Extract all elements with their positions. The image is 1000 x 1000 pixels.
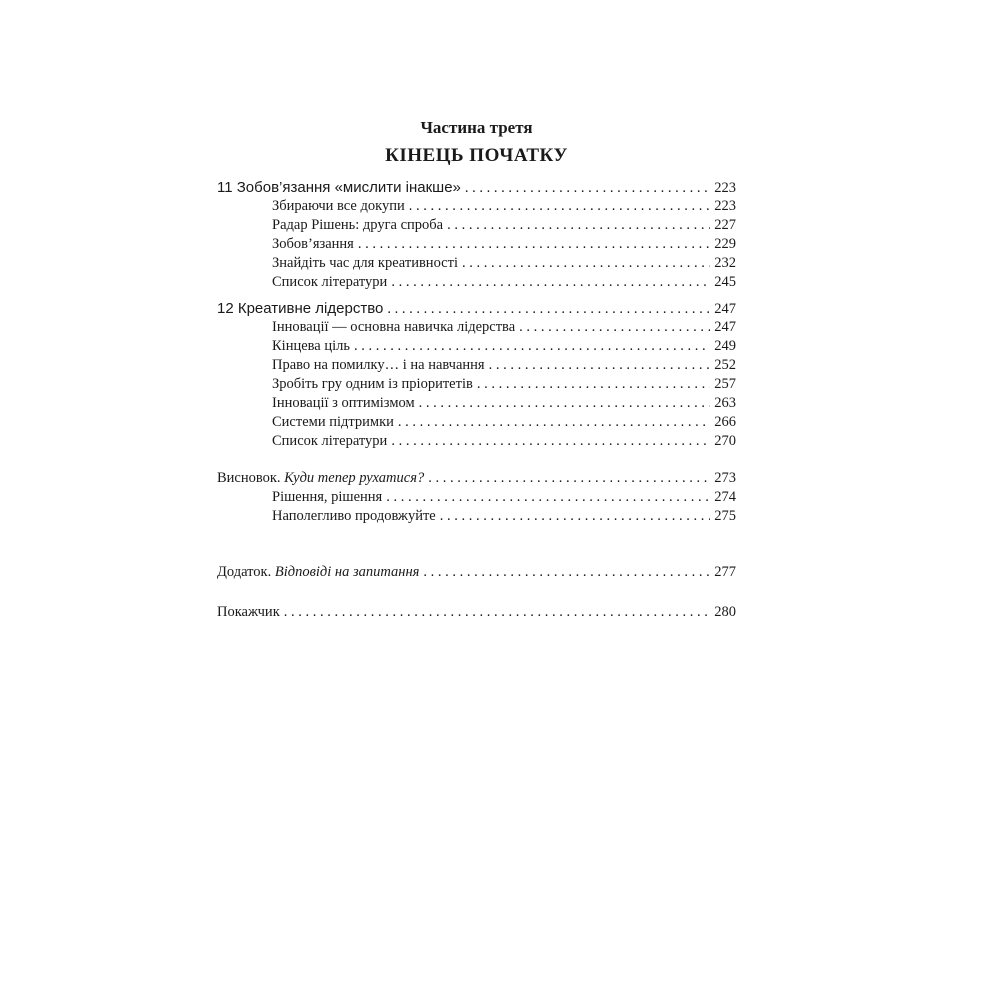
leader-dots <box>489 356 711 375</box>
page-number: 232 <box>714 255 736 271</box>
leader-dots <box>462 254 710 273</box>
toc-entry-chapter-11[interactable] <box>217 178 736 198</box>
page-number: 266 <box>714 414 736 430</box>
leader-dots <box>447 216 710 235</box>
section-title: Список літератури <box>272 433 388 449</box>
section-title: Збираючи все докупи <box>272 198 405 214</box>
toc-entry-section[interactable] <box>272 507 736 526</box>
leader-dots <box>465 179 710 198</box>
leader-dots <box>440 507 711 526</box>
section-title: Інновації — основна навичка лідерства <box>272 319 516 335</box>
section-title: Список літератури <box>272 274 388 290</box>
toc-entry-index[interactable] <box>217 603 736 622</box>
page-number: 280 <box>714 604 736 620</box>
leader-dots <box>391 432 710 451</box>
entry-title: Покажчик <box>217 604 280 620</box>
section-title: Системи підтримки <box>272 414 394 430</box>
leader-dots <box>423 563 710 582</box>
toc-entry-section[interactable] <box>272 337 736 356</box>
page-number: 252 <box>714 357 736 373</box>
toc-entry-section[interactable] <box>272 235 736 254</box>
page-number: 223 <box>714 198 736 214</box>
page-number: 257 <box>714 376 736 392</box>
toc-entry-conclusion[interactable] <box>217 469 736 488</box>
leader-dots <box>387 300 710 319</box>
entry-title <box>217 469 424 488</box>
leader-dots <box>409 197 711 216</box>
leader-dots <box>391 273 710 292</box>
entry-prefix: Додаток. <box>217 564 272 580</box>
page-number: 275 <box>714 508 736 524</box>
chapter-title: 12 Креативне лідерство <box>217 300 384 317</box>
page-number: 277 <box>714 564 736 580</box>
entry-title <box>217 563 419 582</box>
leader-dots <box>519 318 710 337</box>
entry-italic-title: Відповіді на запитання <box>274 564 420 580</box>
toc-entry-section[interactable] <box>272 356 736 375</box>
leader-dots <box>428 469 710 488</box>
toc-entry-section[interactable] <box>272 375 736 394</box>
toc-entry-appendix[interactable] <box>217 563 736 582</box>
leader-dots <box>398 413 710 432</box>
page-number: 247 <box>714 319 736 335</box>
leader-dots <box>386 488 710 507</box>
toc-entry-section[interactable] <box>272 394 736 413</box>
toc-entry-section[interactable] <box>272 197 736 216</box>
section-title: Зробіть гру одним із пріоритетів <box>272 376 473 392</box>
page-number: 247 <box>714 301 736 317</box>
toc-entry-section[interactable] <box>272 413 736 432</box>
section-title: Знайдіть час для креативності <box>272 255 458 271</box>
part-label: Частина третя <box>420 118 533 137</box>
leader-dots <box>284 603 711 622</box>
toc-entry-section[interactable] <box>272 273 736 292</box>
toc-entry-section[interactable] <box>272 254 736 273</box>
page-number: 249 <box>714 338 736 354</box>
page-number: 274 <box>714 489 736 505</box>
entry-italic-title: Куди тепер рухатися? <box>284 470 425 486</box>
section-title: Інновації з оптимізмом <box>272 395 415 411</box>
page-number: 270 <box>714 433 736 449</box>
page-number: 223 <box>714 180 736 196</box>
entry-prefix: Висновок. <box>217 470 281 486</box>
page-number: 245 <box>714 274 736 290</box>
page-number: 227 <box>714 217 736 233</box>
toc-entry-chapter-12[interactable] <box>217 299 736 319</box>
leader-dots <box>477 375 710 394</box>
section-title: Право на помилку… і на навчання <box>272 357 485 373</box>
leader-dots <box>419 394 711 413</box>
chapter-title: 11 Зобов’язання «мислити інакше» <box>217 179 461 196</box>
toc-entry-section[interactable] <box>272 318 736 337</box>
page-number: 273 <box>714 470 736 486</box>
section-title: Кінцева ціль <box>272 338 351 354</box>
part-title: КІНЕЦЬ ПОЧАТКУ <box>385 145 568 166</box>
section-title: Наполегливо продовжуйте <box>272 508 436 524</box>
section-title: Рішення, рішення <box>272 489 383 505</box>
toc-entry-section[interactable] <box>272 432 736 451</box>
leader-dots <box>354 337 710 356</box>
toc-entry-section[interactable] <box>272 216 736 235</box>
leader-dots <box>358 235 710 254</box>
page-number: 263 <box>714 395 736 411</box>
toc-entry-section[interactable] <box>272 488 736 507</box>
section-title: Зобов’язання <box>272 236 354 252</box>
page-number: 229 <box>714 236 736 252</box>
section-title: Радар Рішень: друга спроба <box>272 217 444 233</box>
